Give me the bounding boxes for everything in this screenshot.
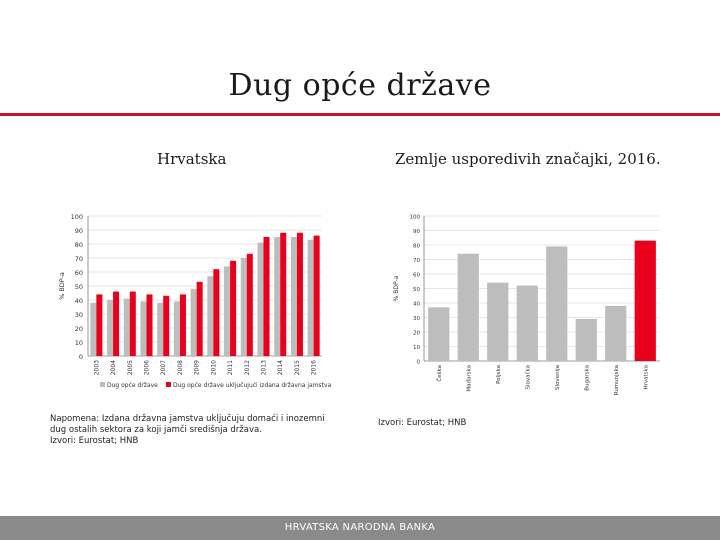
bar (163, 296, 169, 356)
y-tick-label: 0 (416, 359, 420, 366)
y-tick-label: 70 (413, 258, 420, 264)
y-tick-label: 40 (413, 301, 420, 308)
bar (113, 292, 119, 356)
legend-label: Dug opće države (107, 382, 158, 389)
bar (241, 258, 247, 356)
right-chart-notes (378, 418, 628, 429)
bar (96, 294, 102, 356)
y-tick-label: 100 (70, 213, 83, 221)
y-tick-label: 60 (74, 269, 83, 277)
note-line: Napomena: Izdana državna jamstva uključuju domaći i inozemni (50, 414, 325, 424)
x-tick-label: Slovačka (525, 365, 532, 390)
x-tick-label: 2010 (210, 360, 218, 376)
bar (90, 303, 96, 356)
right-chart-subtitle: Zemlje usporedivih značajki, 2016. (395, 150, 661, 168)
legend-label: Dug opće države uključujući izdana državna jamstva (173, 382, 332, 389)
x-tick-label: 2009 (193, 360, 201, 376)
y-tick-label: 50 (74, 283, 83, 291)
y-tick-label: 80 (413, 243, 420, 250)
x-tick-label: 2005 (126, 360, 134, 376)
x-tick-label: Rumunjska (613, 365, 620, 396)
bar (428, 307, 449, 361)
bar (157, 303, 163, 356)
bar (517, 286, 538, 361)
y-tick-label: 30 (74, 311, 83, 319)
x-tick-label: 2006 (143, 360, 151, 376)
y-tick-label: 10 (413, 345, 420, 351)
y-axis-label: % BDP-a (58, 272, 66, 300)
bar (458, 254, 479, 361)
legend-swatch (100, 382, 105, 387)
x-tick-label: 2011 (227, 360, 235, 376)
page-title: Dug opće države (228, 68, 492, 103)
bar (257, 243, 263, 356)
bar (280, 233, 286, 356)
bar (297, 233, 303, 356)
y-tick-label: 0 (78, 353, 83, 361)
croatia-debt-chart (52, 208, 332, 398)
bar (207, 276, 213, 356)
y-axis-label: % BDP-a (393, 275, 400, 302)
footer-text: HRVATSKA NARODNA BANKA (284, 522, 436, 533)
x-tick-label: Češka (436, 365, 443, 382)
bar (247, 254, 253, 356)
x-tick-label: Poljska (495, 365, 502, 384)
x-tick-label: 2013 (260, 360, 268, 376)
bar (605, 306, 626, 361)
x-tick-label: 2015 (293, 360, 301, 376)
bar (174, 301, 180, 356)
bar (308, 240, 314, 356)
x-tick-label: 2003 (93, 360, 101, 376)
title-divider (0, 113, 720, 116)
bar (576, 319, 597, 361)
bar (546, 246, 567, 361)
note-line: Izvori: Eurostat; HNB (378, 418, 467, 428)
x-tick-label: 2014 (277, 360, 285, 376)
y-tick-label: 100 (409, 214, 420, 221)
y-tick-label: 30 (413, 316, 420, 322)
bar (224, 266, 230, 356)
x-tick-label: 2007 (160, 360, 168, 376)
bar (230, 261, 236, 356)
y-tick-label: 60 (413, 272, 420, 279)
x-tick-label: 2016 (310, 360, 318, 376)
bar (274, 237, 280, 356)
y-tick-label: 20 (413, 330, 420, 337)
bar (291, 237, 297, 356)
bar (140, 301, 146, 356)
x-tick-label: 2008 (176, 360, 184, 376)
x-tick-label: Bugarska (584, 365, 591, 391)
bar (487, 283, 508, 361)
y-tick-label: 10 (74, 339, 83, 347)
y-tick-label: 50 (413, 287, 420, 293)
y-tick-label: 40 (74, 297, 83, 305)
y-tick-label: 90 (413, 229, 420, 235)
x-tick-label: Slovenija (554, 365, 561, 390)
note-line: dug ostalih sektora za koji jamči središnja država. (50, 425, 262, 435)
bar (147, 294, 153, 356)
y-tick-label: 90 (74, 227, 83, 235)
bar (213, 269, 219, 356)
y-tick-label: 20 (74, 325, 83, 333)
footer-bar (0, 516, 720, 540)
note-line: Izvori: Eurostat; HNB (50, 436, 139, 446)
bar (635, 241, 656, 361)
legend-swatch (166, 382, 171, 387)
y-tick-label: 70 (74, 255, 83, 263)
peer-countries-debt-chart (384, 208, 664, 398)
bar (314, 236, 320, 356)
bar (180, 294, 186, 356)
left-chart-notes (50, 414, 350, 447)
left-chart-subtitle: Hrvatska (157, 150, 227, 168)
x-tick-label: Hrvatska (643, 365, 650, 390)
bar (191, 289, 197, 356)
bar (197, 282, 203, 356)
x-tick-label: 2004 (110, 360, 118, 376)
bar (264, 237, 270, 356)
x-tick-label: Mađarska (466, 365, 473, 392)
bar (107, 300, 113, 356)
y-tick-label: 80 (74, 241, 83, 249)
x-tick-label: 2012 (243, 360, 251, 376)
bar (130, 292, 136, 356)
bar (124, 299, 130, 356)
